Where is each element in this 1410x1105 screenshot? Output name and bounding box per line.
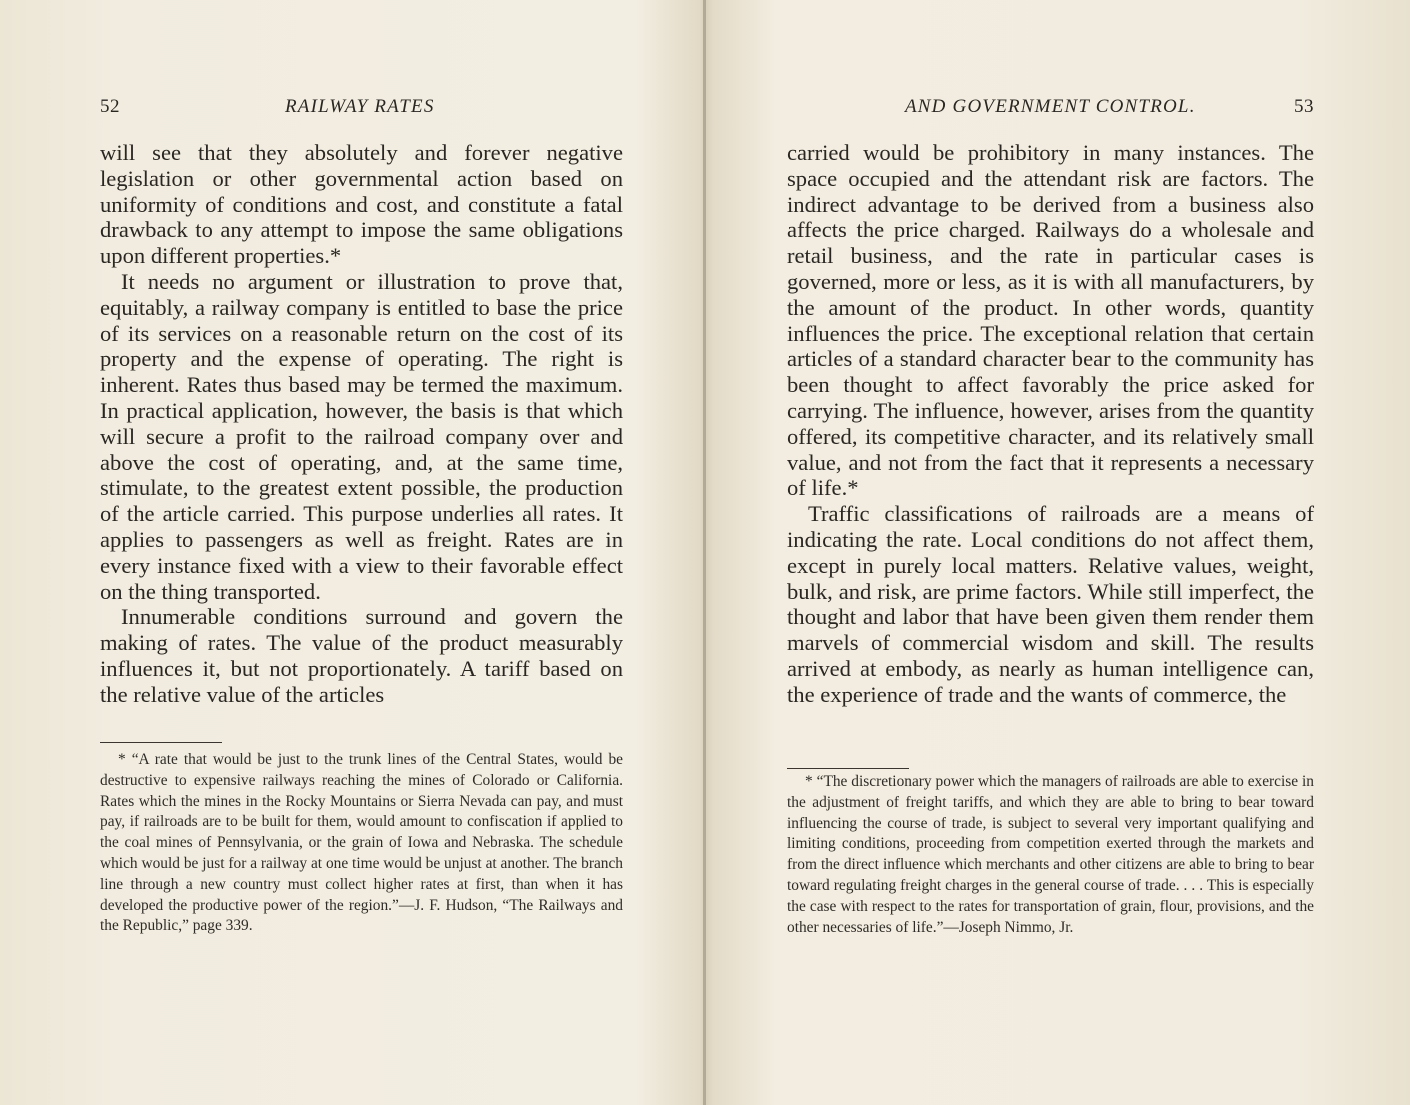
paragraph: It needs no argument or illustration to prove that, equitably, a railway company is entitled to base the price of its services on a reasonable return on the cost of its property and the expense of operating. The right is inherent. Rates thus based may be termed the maximum. In practical application, however, the basis is that which will secure a profit to the railroad company over and above the cost of operating, and, at the same time, stimulate, to the greatest extent possible, the production of the article carried. This purpose underlies all rates. It applies to passengers as well as freight. Rates are in every instance fixed with a view to their favorable effect on the thing transported.: [100, 268, 623, 604]
left-page-header: [100, 96, 623, 120]
footnote-rule: [100, 742, 222, 743]
left-page: [100, 0, 623, 1105]
page-number: 52: [100, 96, 120, 117]
left-page-body: [100, 140, 623, 708]
footnote-text: * “The discretionary power which the managers of railroads are able to exercise in the adjustment of freight tariffs, and which they are able to bring to bear toward influencing the course of trade, is subject to several very important qualifying and limiting conditions, proceeding from competition exerted through the markets and from the direct influence which merchants and other citizens are able to bring to bear toward regulating freight charges in the general course of trade. . . . This is especially the case with respect to the rates for transportation of grain, flour, provisions, and the other necessaries of life.”—Joseph Nimmo, Jr.: [787, 773, 1314, 936]
paragraph: will see that they absolutely and forever negative legislation or other governmental action based on uniformity of conditions and cost, and constitute a fatal drawback to any attempt to impose the same obligations upon different properties.*: [100, 140, 623, 269]
running-head: RAILWAY RATES: [285, 96, 435, 117]
page-number: 53: [1294, 96, 1314, 117]
footnote-text: * “A rate that would be just to the trunk lines of the Central States, would be destructive to expensive railways reaching the mines of Colorado or California. Rates which the mines in the Rocky Mountains or Sierra Nevada can pay, and must pay, if railroads are to be built for them, would amount to confiscation if applied to the coal mines of Pennsylvania, or the grain of Iowa and Nebraska. The schedule which would be just for a railway at one time would be unjust at another. The branch line through a new country must collect higher rates at first, than when it has developed the productive power of the region.”—J. F. Hudson, “The Railways and the Republic,” page 339.: [100, 751, 623, 935]
right-footnote: [787, 772, 1314, 938]
left-footnote: [100, 750, 623, 937]
book-gutter: [703, 0, 706, 1105]
right-page-body: [787, 140, 1314, 708]
running-head: AND GOVERNMENT CONTROL.: [905, 96, 1196, 117]
right-page: [787, 0, 1314, 1105]
right-page-header: [787, 96, 1314, 120]
paragraph: Traffic classifications of railroads are a means of indicating the rate. Local conditions do not affect them, except in purely local matters. Relative values, weight, bulk, and risk, are prime factors. While still imperfect, the thought and labor that have been given them render them marvels of commercial wisdom and skill. The results arrived at embody, as nearly as human intelligence can, the experience of trade and the wants of commerce, the: [787, 501, 1314, 707]
footnote-rule: [787, 768, 909, 769]
paragraph: carried would be prohibitory in many instances. The space occupied and the attendant risk are factors. The indirect advantage to be derived from a business also affects the price charged. Railways do a wholesale and retail business, and the rate in particular cases is governed, more or less, as it is with all manufacturers, by the amount of the product. In other words, quantity influences the price. The exceptional relation that certain articles of a standard character bear to the community has been thought to affect favorably the price asked for carrying. The influence, however, arises from the quantity offered, its competitive character, and its relatively small value, and not from the fact that it represents a necessary of life.*: [787, 140, 1314, 501]
paragraph: Innumerable conditions surround and govern the making of rates. The value of the product measurably influences it, but not proportionately. A tariff based on the relative value of the articles: [100, 604, 623, 707]
